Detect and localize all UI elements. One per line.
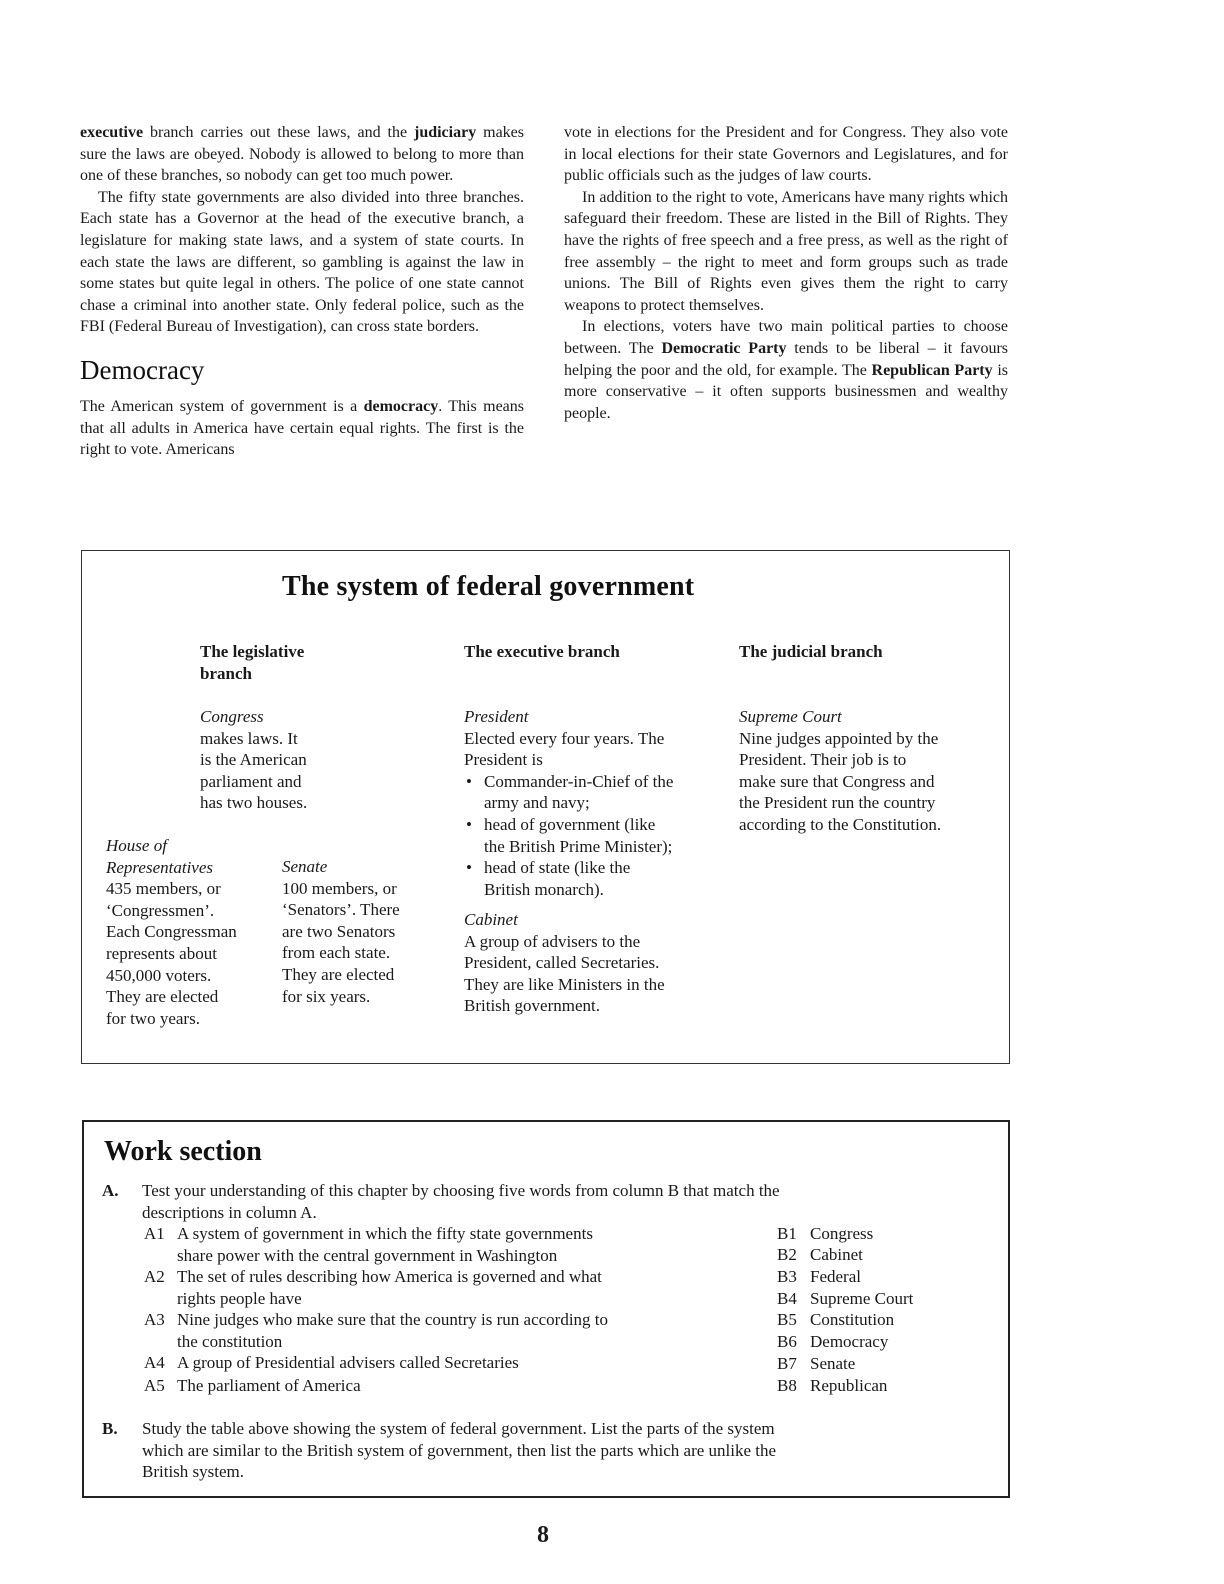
b-item-word: Supreme Court bbox=[810, 1289, 914, 1308]
task-b-instructions bbox=[142, 1418, 992, 1483]
term-democracy: democracy bbox=[363, 397, 439, 415]
legislative-heading-line: branch bbox=[200, 663, 252, 683]
house-line: ‘Congressmen’. bbox=[106, 900, 215, 920]
federal-government-box bbox=[81, 550, 1010, 1064]
b-item-code: B3 bbox=[777, 1267, 797, 1286]
term-executive: executive bbox=[80, 124, 144, 141]
role-line: the British Prime Minister); bbox=[484, 836, 673, 856]
congress-line: makes laws. It bbox=[200, 728, 298, 748]
court-line: according to the Constitution. bbox=[739, 814, 942, 834]
b-item-code: B1 bbox=[777, 1224, 797, 1243]
a-item-code: A5 bbox=[144, 1376, 165, 1395]
b-item-word: Democracy bbox=[810, 1332, 889, 1351]
task-b-label: B. bbox=[102, 1419, 118, 1438]
b-item-code: B2 bbox=[777, 1245, 797, 1264]
right-paragraph-1: vote in elections for the President and for Congress. They also vote in local elections for their state Governors and Legislatures, and for public officials such as the judges of law courts. bbox=[564, 124, 1008, 185]
senate-line: are two Senators bbox=[282, 921, 396, 941]
legislative-heading-line: The legislative bbox=[200, 642, 305, 661]
a-item-text bbox=[177, 1309, 608, 1352]
a-item-line: rights people have bbox=[177, 1288, 302, 1308]
role-line: army and navy; bbox=[484, 793, 590, 813]
congress-line: is the American bbox=[200, 750, 307, 770]
b-item-code: B4 bbox=[777, 1289, 797, 1308]
president-roles-list bbox=[464, 771, 734, 901]
senate-line: They are elected bbox=[282, 964, 395, 984]
text-run: is more conservative – it often supports businessmen and wealthy people. bbox=[564, 361, 1008, 422]
congress-line: has two houses. bbox=[200, 793, 308, 813]
president-line: Elected every four years. The bbox=[464, 728, 665, 748]
instruction-line: Test your understanding of this chapter by choosing five words from column B that match the bbox=[142, 1181, 780, 1200]
house-line: represents about bbox=[106, 943, 217, 963]
work-section-title: Work section bbox=[104, 1136, 262, 1167]
b-item-code: B6 bbox=[777, 1332, 797, 1351]
court-line: Nine judges appointed by the bbox=[739, 728, 939, 748]
senate-block bbox=[282, 856, 400, 1007]
text-run: The American system of government is a bbox=[80, 397, 364, 415]
senate-label: Senate bbox=[282, 857, 328, 876]
left-paragraph-1 bbox=[80, 122, 524, 187]
a-item-line: The set of rules describing how America is governed and what bbox=[177, 1267, 602, 1286]
house-line: for two years. bbox=[106, 1008, 200, 1028]
congress-block bbox=[200, 706, 307, 814]
b-item-word: Cabinet bbox=[810, 1245, 863, 1264]
cabinet-line: British government. bbox=[464, 996, 600, 1016]
congress-label: Congress bbox=[200, 707, 264, 726]
president-label: President bbox=[464, 707, 529, 726]
executive-heading: The executive branch bbox=[464, 642, 620, 661]
instruction-line: descriptions in column A. bbox=[142, 1202, 317, 1222]
text-run: . This means that all adults in America have certain equal rights. The first is the right to vote. Americans bbox=[80, 397, 524, 459]
house-line: They are elected bbox=[106, 987, 219, 1007]
page-number: 8 bbox=[537, 1522, 549, 1548]
congress-line: parliament and bbox=[200, 771, 302, 791]
a-item-text bbox=[177, 1266, 602, 1309]
b-item-word: Constitution bbox=[810, 1310, 895, 1329]
term-republican-party: Republican Party bbox=[871, 361, 993, 379]
role-line: • head of government (like bbox=[484, 814, 656, 834]
cabinet-label: Cabinet bbox=[464, 910, 518, 929]
cabinet-block bbox=[464, 909, 734, 1017]
text-run: makes sure the laws are obeyed. Nobody is allowed to belong to more than one of these branches, so nobody can get too much power. bbox=[80, 124, 525, 185]
b-item-code: B7 bbox=[777, 1354, 797, 1373]
task-a-instructions bbox=[142, 1180, 992, 1223]
house-block bbox=[106, 835, 237, 1029]
a-item-line: the constitution bbox=[177, 1331, 283, 1351]
instruction-line: which are similar to the British system of government, then list the parts which are unlike the bbox=[142, 1440, 777, 1460]
supreme-court-block bbox=[739, 706, 1004, 836]
a-item-text: The parliament of America bbox=[177, 1376, 361, 1395]
court-line: the President run the country bbox=[739, 793, 936, 813]
text-run: tends to be liberal – it favours helping the poor and the old, for example. The bbox=[564, 339, 1009, 379]
cabinet-line: President, called Secretaries. bbox=[464, 953, 660, 973]
role-line: • Commander-in-Chief of the bbox=[484, 771, 674, 791]
b-item-word: Congress bbox=[810, 1224, 874, 1243]
house-line: 450,000 voters. bbox=[106, 965, 212, 985]
senate-line: from each state. bbox=[282, 943, 391, 963]
president-role-item bbox=[464, 857, 734, 900]
senate-line: 100 members, or bbox=[282, 878, 397, 898]
text-run: branch carries out these laws, and the bbox=[143, 124, 414, 141]
cabinet-line: A group of advisers to the bbox=[464, 931, 641, 951]
text-run: In elections, voters have two main political parties to choose between. The bbox=[564, 318, 1008, 357]
b-item-word: Senate bbox=[810, 1354, 856, 1373]
left-paragraph-3 bbox=[80, 396, 524, 461]
legislative-heading bbox=[200, 641, 304, 684]
left-paragraph-2: The fifty state governments are also divided into three branches. Each state has a Governor at the head of the executive branch, a legislature for making state laws, and a system of state courts. In each state the laws are different, so gambling is against the law in some states but quite legal in others. The police of one state cannot chase a criminal into another state. Only federal police, such as the FBI (Federal Bureau of Investigation), can cross state borders. bbox=[80, 188, 524, 336]
a-item-code: A2 bbox=[144, 1267, 165, 1286]
house-label: House of bbox=[106, 836, 167, 855]
term-judiciary: judiciary bbox=[413, 124, 477, 141]
senate-line: ‘Senators’. There bbox=[282, 900, 400, 920]
a-item-text: A group of Presidential advisers called Secretaries bbox=[177, 1353, 519, 1372]
federal-box-title: The system of federal government bbox=[282, 571, 695, 602]
b-item-code: B5 bbox=[777, 1310, 797, 1329]
b-item-code: B8 bbox=[777, 1376, 797, 1395]
supreme-court-label: Supreme Court bbox=[739, 707, 842, 726]
house-line: Each Congressman bbox=[106, 922, 237, 942]
role-line: British monarch). bbox=[484, 879, 604, 899]
term-democratic-party: Democratic Party bbox=[661, 339, 787, 357]
a-item-line: Nine judges who make sure that the country is run according to bbox=[177, 1310, 609, 1329]
right-paragraph-2: In addition to the right to vote, Americans have many rights which safeguard their freedom. These are listed in the Bill of Rights. They have the rights of free speech and a free press, as well as the right of free assembly – the right to meet and form groups such as trade unions. The Bill of Rights even gives them the right to carry weapons to protect themselves. bbox=[564, 188, 1008, 314]
a-item-text bbox=[177, 1223, 593, 1266]
a-item-line: A system of government in which the fifty state governments bbox=[177, 1224, 593, 1243]
judicial-heading: The judicial branch bbox=[739, 642, 883, 661]
instruction-line: British system. bbox=[142, 1462, 245, 1482]
right-column bbox=[564, 122, 1008, 424]
work-section-box bbox=[82, 1120, 1010, 1498]
senate-line: for six years. bbox=[282, 986, 371, 1006]
b-item-word: Republican bbox=[810, 1376, 888, 1395]
court-line: President. Their job is to bbox=[739, 750, 907, 770]
a-item-code: A4 bbox=[144, 1353, 165, 1372]
left-column bbox=[80, 122, 524, 461]
instruction-line: Study the table above showing the system of federal government. List the parts of the system bbox=[142, 1419, 775, 1438]
b-item-word: Federal bbox=[810, 1267, 861, 1286]
a-item-code: A1 bbox=[144, 1224, 165, 1243]
house-label: Representatives bbox=[106, 857, 213, 877]
court-line: make sure that Congress and bbox=[739, 771, 935, 791]
house-line: 435 members, or bbox=[106, 879, 221, 899]
cabinet-line: They are like Ministers in the bbox=[464, 974, 665, 994]
right-paragraph-3 bbox=[564, 316, 1008, 424]
a-item-line: share power with the central government in Washington bbox=[177, 1245, 558, 1265]
task-a-label: A. bbox=[102, 1181, 119, 1200]
president-role-item bbox=[464, 814, 734, 857]
president-block bbox=[464, 706, 734, 900]
section-heading-democracy: Democracy bbox=[80, 354, 205, 385]
president-role-item bbox=[464, 771, 734, 814]
president-line: President is bbox=[464, 750, 543, 770]
role-line: • head of state (like the bbox=[484, 858, 631, 878]
a-item-code: A3 bbox=[144, 1310, 165, 1329]
